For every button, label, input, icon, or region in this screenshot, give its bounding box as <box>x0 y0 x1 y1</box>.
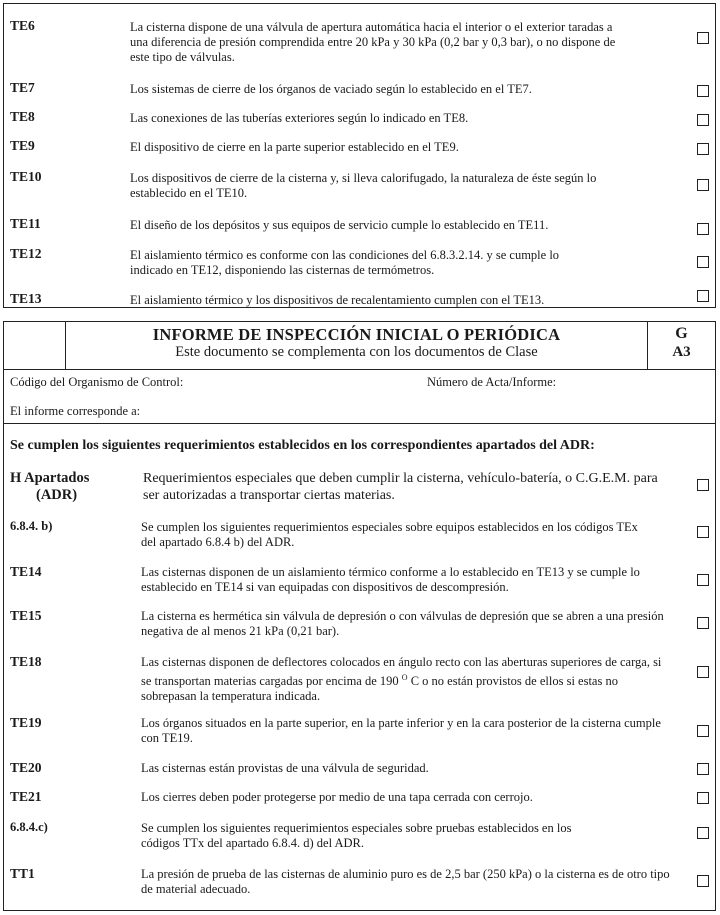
requirement-checkbox-te20[interactable] <box>697 763 709 775</box>
requirement-text-part: Las cisternas disponen de deflectores colocados en ángulo recto con las aberturas superiores de carga, si se transportan materias cargadas por encima de 190 <box>141 655 662 689</box>
requirement-text: Se cumplen los siguientes requerimientos especiales sobre pruebas establecidos en los códigos TTx del apartado 6.8.4. d) del ADR. <box>141 821 572 850</box>
requirement-code: TE19 <box>10 715 42 730</box>
requirement-checkbox-te12[interactable] <box>697 256 709 268</box>
requirement-checkbox-te15[interactable] <box>697 617 709 629</box>
requirement-code: TE15 <box>10 608 42 623</box>
requirement-checkbox-6-8-4-b[interactable] <box>697 526 709 538</box>
requirement-code: TE7 <box>10 80 35 95</box>
class-code-letter: G <box>675 325 688 342</box>
requirement-code: TE13 <box>10 291 42 306</box>
requirement-checkbox-te8[interactable] <box>697 114 709 126</box>
requirement-checkbox-te19[interactable] <box>697 725 709 737</box>
section-heading-code-line2: (ADR) <box>36 487 78 503</box>
requirement-code: 6.8.4. b) <box>10 519 53 533</box>
requirement-checkbox-te18[interactable] <box>697 666 709 678</box>
divider <box>4 423 715 424</box>
requirement-text-part: C o no están provistos de ellos si estas no sobrepasan la temperatura indicada. <box>141 674 618 704</box>
requirement-checkbox-te6[interactable] <box>697 32 709 44</box>
requirement-text: Las conexiones de las tuberías exteriores según lo indicado en TE8. <box>130 111 469 125</box>
requirement-checkbox-6-8-4-c[interactable] <box>697 827 709 839</box>
requirement-text: La presión de prueba de las cisternas de aluminio puro es de 2,5 bar (250 kPa) o la cisterna es de otro tipo de material adecuado. <box>141 867 670 896</box>
act-number-label: Número de Acta/Informe: <box>427 375 557 389</box>
report-header <box>4 322 715 370</box>
requirement-code: 6.8.4.c) <box>10 820 48 834</box>
requirement-text: Los órganos situados en la parte superior, en la parte inferior y en la cara posterior de la cisterna cumple con TE19. <box>141 716 661 745</box>
requirement-code: TT1 <box>10 866 35 881</box>
requirement-code: TE14 <box>10 564 42 579</box>
report-subtitle: Este documento se complementa con los documentos de Clase <box>175 344 538 360</box>
requirement-code: TE18 <box>10 654 42 669</box>
class-code-cell <box>647 322 715 369</box>
requirement-text: El aislamiento térmico y los dispositivos de recalentamiento cumplen con el TE13. <box>130 293 545 307</box>
class-code-number: A3 <box>672 344 691 360</box>
requirement-code: TE20 <box>10 760 42 775</box>
requirement-checkbox-te14[interactable] <box>697 574 709 586</box>
requirement-text: La cisterna es hermética sin válvula de depresión o con válvulas de depresión que se abren a una presión negativa de al menos 21 kPa (0,21 bar). <box>141 609 664 638</box>
requirement-text: Las cisternas disponen de un aislamiento térmico conforme a lo establecido en TE13 y se cumple lo establecido en TE14 si van equipadas con dispositivos de descompresión. <box>141 565 640 594</box>
report-title: INFORME DE INSPECCIÓN INICIAL O PERIÓDICA <box>152 325 561 344</box>
requirement-checkbox-te13[interactable] <box>697 290 709 302</box>
requirement-text: Los sistemas de cierre de los órganos de vaciado según lo establecido en el TE7. <box>130 82 532 96</box>
requirement-text: La cisterna dispone de una válvula de apertura automática hacia el interior o el exterior taradas a una diferencia de presión comprendida entre 20 kPa y 30 kPa (0,2 bar y 0,3 bar), o no dispone de este tipo de válvulas. <box>130 20 616 64</box>
report-corresponds-label: El informe corresponde a: <box>10 404 141 418</box>
requirement-checkbox-te7[interactable] <box>697 85 709 97</box>
section-heading-text: Requerimientos especiales que deben cumplir la cisterna, vehículo-batería, o C.G.E.M. para ser autorizadas a transportar ciertas materias. <box>143 471 658 503</box>
section-heading-code <box>10 470 89 504</box>
requirement-checkbox-te10[interactable] <box>697 179 709 191</box>
requirement-text: El aislamiento térmico es conforme con las condiciones del 6.8.3.2.14. y se cumple lo indicado en TE12, disponiendo las cisternas de termómetros. <box>130 248 560 277</box>
requirement-text: Los dispositivos de cierre de la cisterna y, si lleva calorifugado, la naturaleza de éste según lo establecido en el TE10. <box>130 171 597 200</box>
degree-superscript: O <box>401 673 408 682</box>
requirement-checkbox-te11[interactable] <box>697 223 709 235</box>
requirement-text: Se cumplen los siguientes requerimientos especiales sobre equipos establecidos en los códigos TEx del apartado 6.8.4 b) del ADR. <box>141 520 638 549</box>
requirement-text: Los cierres deben poder protegerse por medio de una tapa cerrada con cerrojo. <box>141 790 533 804</box>
requirement-text <box>141 655 671 704</box>
requirement-code: TE12 <box>10 246 42 261</box>
requirement-checkbox-te21[interactable] <box>697 792 709 804</box>
requirement-text: Las cisternas están provistas de una válvula de seguridad. <box>141 761 429 775</box>
section-heading-code-line1: H Apartados <box>10 470 90 486</box>
requirement-text: El dispositivo de cierre en la parte superior establecido en el TE9. <box>130 140 459 154</box>
requirement-code: TE10 <box>10 169 42 184</box>
top-requirements-panel <box>3 3 716 308</box>
requirement-checkbox-tt1[interactable] <box>697 875 709 887</box>
requirement-code: TE21 <box>10 789 42 804</box>
org-code-label: Código del Organismo de Control: <box>10 375 184 389</box>
section-heading-checkbox[interactable] <box>697 479 709 491</box>
header-left-cell <box>4 322 66 369</box>
requirement-code: TE11 <box>10 216 41 231</box>
requirement-checkbox-te9[interactable] <box>697 143 709 155</box>
requirement-code: TE6 <box>10 18 35 33</box>
requirement-text: El diseño de los depósitos y sus equipos de servicio cumple lo establecido en TE11. <box>130 218 549 232</box>
lead-statement: Se cumplen los siguientes requerimientos establecidos en los correspondientes apartados del ADR: <box>10 438 595 453</box>
requirement-code: TE8 <box>10 109 35 124</box>
requirement-code: TE9 <box>10 138 35 153</box>
inspection-report-panel <box>3 321 716 911</box>
